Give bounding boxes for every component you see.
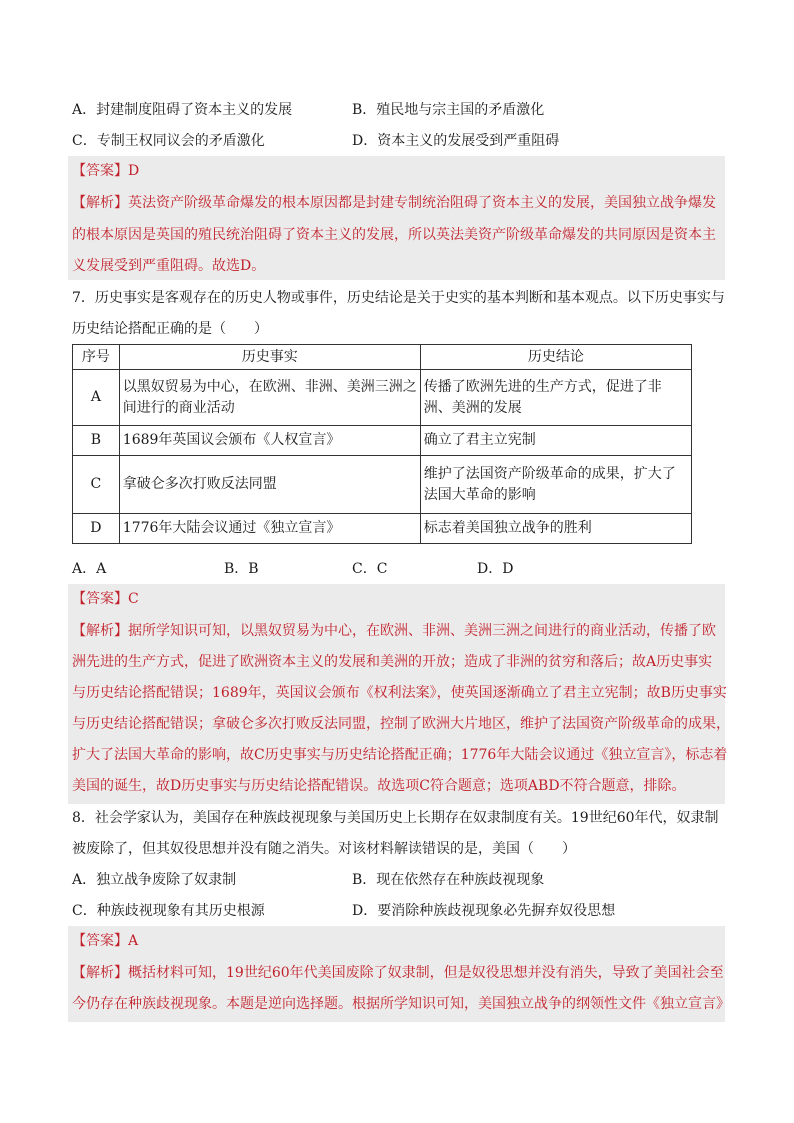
q8-analysis-line-2: 今仍存在种族歧视现象。本题是逆向选择题。根据所学知识可知，美国独立战争的纲领性文件《独立宣言》 [72,996,730,1012]
q6-answer-tag: 【答案】 [72,163,128,179]
header-conclusion: 历史结论 [420,345,691,370]
q8-stem-line-1: 8．社会学家认为，美国存在种族歧视现象与美国历史上长期存在奴隶制度有关。19世纪60年代，奴隶制 [72,810,719,826]
row-fact: 1689年英国议会颁布《人权宣言》 [119,426,420,456]
q7-analysis-line-5: 扩大了法国大革命的影响，故C历史事实与历史结论搭配正确；1776年大陆会议通过《独立宣言》，标志着 [72,747,728,763]
row-id: B [73,426,120,456]
q8-option-a: A．独立战争废除了奴隶制 [72,872,237,888]
header-number: 序号 [73,345,120,370]
q8-stem-line-2: 被废除了，但其奴役思想并没有随之消失。对该材料解读错误的是，美国（ ） [72,841,576,857]
row-id: D [73,514,120,544]
table-row [73,426,692,456]
q8-answer [72,932,138,950]
q8-answer-value: A [128,933,139,949]
header-fact: 历史事实 [119,345,420,370]
q8-answer-tag: 【答案】 [72,933,128,949]
row-id: A [73,370,120,426]
table-row [73,456,692,514]
row-conclusion: 维护了法国资产阶级革命的成果，扩大了法国大革命的影响 [420,456,691,514]
q6-answer-value: D [128,163,140,179]
q7-answer-value: C [128,591,139,607]
q7-analysis-line-1 [72,622,716,640]
q6-option-a: A．封建制度阻碍了资本主义的发展 [72,102,293,118]
q7-answer [72,590,139,608]
row-id: C [73,456,120,514]
q7-option-c: C．C [352,561,388,577]
q7-analysis-line-4: 与历史结论搭配错误；拿破仑多次打败反法同盟，控制了欧洲大片地区，维护了法国资产阶级革命的成果， [72,716,730,732]
q8-analysis-tag: 【解析】 [72,965,128,981]
q7-option-a: A．A [72,561,107,577]
q8-option-c: C．种族歧视现象有其历史根源 [72,903,265,919]
row-conclusion: 确立了君主立宪制 [420,426,691,456]
row-fact: 1776年大陆会议通过《独立宣言》 [119,514,420,544]
q8-option-d: D．要消除种族歧视现象必先摒弃奴役思想 [352,903,616,919]
q7-history-table [72,344,692,544]
q6-option-b: B．殖民地与宗主国的矛盾激化 [352,102,545,118]
q8-analysis-line-1 [72,964,724,982]
q7-answer-tag: 【答案】 [72,591,128,607]
q7-stem-line-1: 7．历史事实是客观存在的历史人物或事件，历史结论是关于史实的基本判断和基本观点。以下历史事实与 [72,290,725,306]
q7-option-b: B．B [224,561,259,577]
q6-analysis-line-2: 的根本原因是英国的殖民统治阻碍了资本主义的发展，所以英法美资产阶级革命爆发的共同原因是资本主 [72,227,716,243]
q6-analysis-text-1: 英法资产阶级革命爆发的根本原因都是封建专制统治阻碍了资本主义的发展，美国独立战争爆发 [128,195,716,211]
q7-analysis-line-6: 美国的诞生，故D历史事实与历史结论搭配错误。故选项C符合题意；选项ABD不符合题意，排除。 [72,778,686,794]
q7-analysis-line-3: 与历史结论搭配错误；1689年，英国议会颁布《权利法案》，使英国逐渐确立了君主立宪制；故B历史事实 [72,685,727,701]
table-row [73,514,692,544]
row-conclusion: 标志着美国独立战争的胜利 [420,514,691,544]
row-fact: 以黑奴贸易为中心，在欧洲、非洲、美洲三洲之间进行的商业活动 [119,370,420,426]
q7-option-d: D．D [477,561,514,577]
q7-analysis-text-1: 据所学知识可知，以黑奴贸易为中心，在欧洲、非洲、美洲三洲之间进行的商业活动，传播了欧 [128,623,716,639]
q6-analysis-line-3: 义发展受到严重阻碍。故选D。 [72,258,266,274]
q7-analysis-tag: 【解析】 [72,623,128,639]
row-conclusion: 传播了欧洲先进的生产方式，促进了非洲、美洲的发展 [420,370,691,426]
q8-analysis-text-1: 概括材料可知，19世纪60年代美国废除了奴隶制，但是奴役思想并没有消失，导致了美国社会至 [128,965,724,981]
row-fact: 拿破仑多次打败反法同盟 [119,456,420,514]
q8-option-b: B．现在依然存在种族歧视现象 [352,872,545,888]
q6-analysis-line-1 [72,194,716,212]
q6-option-d: D．资本主义的发展受到严重阻碍 [352,133,560,149]
q6-analysis-tag: 【解析】 [72,195,128,211]
q6-answer [72,162,139,180]
q7-analysis-line-2: 洲先进的生产方式，促进了欧洲资本主义的发展和美洲的开放；造成了非洲的贫穷和落后；故A历史事实 [72,654,713,670]
table-header-row [73,345,692,370]
q7-stem-line-2: 历史结论搭配正确的是（ ） [72,321,268,337]
table-row [73,370,692,426]
q6-option-c: C．专制王权同议会的矛盾激化 [72,133,265,149]
